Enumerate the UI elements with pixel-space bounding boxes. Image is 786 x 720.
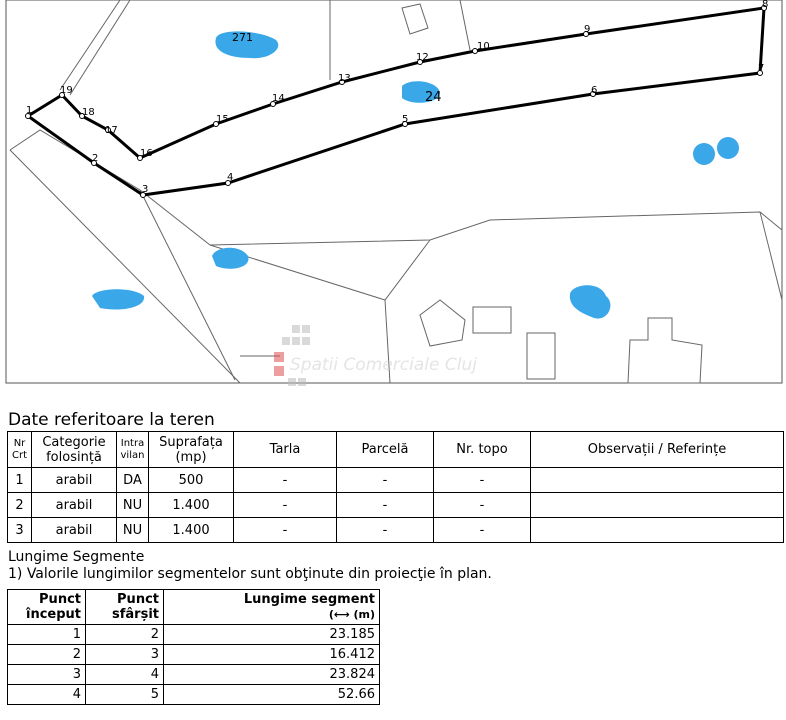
cell-intra: NU bbox=[117, 493, 149, 518]
table-header-row bbox=[8, 432, 784, 468]
segmente-note: 1) Valorile lungimilor segmentelor sunt obţinute din proiecţie în plan. bbox=[8, 566, 492, 582]
cell-length: 23.185 bbox=[164, 625, 380, 645]
cell-categorie: arabil bbox=[32, 493, 117, 518]
point-label: 10 bbox=[477, 41, 490, 52]
teren-table bbox=[7, 431, 784, 543]
cell-parcela: - bbox=[337, 493, 434, 518]
table-row bbox=[8, 625, 380, 645]
table-row bbox=[8, 645, 380, 665]
table-row bbox=[8, 518, 784, 543]
table-header-row bbox=[8, 590, 380, 625]
cell-topo: - bbox=[434, 468, 531, 493]
col-nr-topo: Nr. topo bbox=[434, 432, 531, 468]
col-intra-vilan: Intra vilan bbox=[117, 432, 149, 468]
point-label: 12 bbox=[416, 52, 429, 63]
col-suprafata: Suprafața (mp) bbox=[149, 432, 234, 468]
cell-length: 52.66 bbox=[164, 685, 380, 705]
cell-nr: 2 bbox=[8, 493, 32, 518]
col-punct-sfarsit: Punct sfârșit bbox=[86, 590, 164, 625]
cell-topo: - bbox=[434, 518, 531, 543]
cell-start: 3 bbox=[8, 665, 86, 685]
point-label: 13 bbox=[338, 73, 351, 84]
point-label: 18 bbox=[82, 107, 95, 118]
point-label: 3 bbox=[142, 184, 149, 195]
cell-start: 2 bbox=[8, 645, 86, 665]
col-parcela: Parcelă bbox=[337, 432, 434, 468]
point-label: 2 bbox=[92, 153, 99, 164]
point-label: 8 bbox=[762, 0, 769, 10]
cell-start: 4 bbox=[8, 685, 86, 705]
segmente-table bbox=[7, 589, 380, 705]
cell-end: 4 bbox=[86, 665, 164, 685]
col-lungime: Lungime segment (⟷ (m) bbox=[164, 590, 380, 625]
point-label: 4 bbox=[227, 172, 234, 183]
segmente-title: Lungime Segmente bbox=[8, 549, 145, 565]
point-label: 1 bbox=[26, 105, 33, 116]
teren-section-title: Date referitoare la teren bbox=[8, 410, 215, 430]
col-categorie: Categorie folosință bbox=[32, 432, 117, 468]
cell-topo: - bbox=[434, 493, 531, 518]
cell-parcela: - bbox=[337, 468, 434, 493]
cell-parcela: - bbox=[337, 518, 434, 543]
cell-categorie: arabil bbox=[32, 518, 117, 543]
cell-length: 16.412 bbox=[164, 645, 380, 665]
table-row bbox=[8, 685, 380, 705]
cell-obs bbox=[531, 493, 784, 518]
cell-suprafata: 1.400 bbox=[149, 518, 234, 543]
cell-tarla: - bbox=[234, 518, 337, 543]
point-label: 19 bbox=[60, 85, 73, 96]
col-observatii: Observații / Referințe bbox=[531, 432, 784, 468]
cell-nr: 1 bbox=[8, 468, 32, 493]
cell-nr: 3 bbox=[8, 518, 32, 543]
cell-end: 5 bbox=[86, 685, 164, 705]
cell-suprafata: 1.400 bbox=[149, 493, 234, 518]
point-label: 16 bbox=[140, 148, 153, 159]
cell-tarla: - bbox=[234, 468, 337, 493]
point-label: 9 bbox=[584, 24, 591, 35]
point-label: 5 bbox=[402, 114, 409, 125]
table-row bbox=[8, 665, 380, 685]
point-label: 15 bbox=[216, 114, 229, 125]
table-row bbox=[8, 493, 784, 518]
point-label: 7 bbox=[758, 63, 765, 74]
cell-obs bbox=[531, 468, 784, 493]
cell-obs bbox=[531, 518, 784, 543]
col-punct-inceput: Punct început bbox=[8, 590, 86, 625]
table-row bbox=[8, 468, 784, 493]
cell-categorie: arabil bbox=[32, 468, 117, 493]
col-tarla: Tarla bbox=[234, 432, 337, 468]
parcel-label: 271 bbox=[232, 31, 253, 44]
watermark-text: Spatii Comerciale Cluj bbox=[290, 355, 477, 375]
point-label: 14 bbox=[272, 93, 285, 104]
parcel-label: 24 bbox=[425, 90, 442, 105]
cell-end: 3 bbox=[86, 645, 164, 665]
cell-intra: DA bbox=[117, 468, 149, 493]
unit-label: (⟷ (m) bbox=[328, 608, 375, 621]
point-label: 17 bbox=[105, 125, 118, 136]
cell-tarla: - bbox=[234, 493, 337, 518]
cell-start: 1 bbox=[8, 625, 86, 645]
cell-suprafata: 500 bbox=[149, 468, 234, 493]
cell-end: 2 bbox=[86, 625, 164, 645]
cell-length: 23.824 bbox=[164, 665, 380, 685]
point-label: 6 bbox=[591, 85, 598, 96]
cell-intra: NU bbox=[117, 518, 149, 543]
col-nr-crt: Nr Crt bbox=[8, 432, 32, 468]
